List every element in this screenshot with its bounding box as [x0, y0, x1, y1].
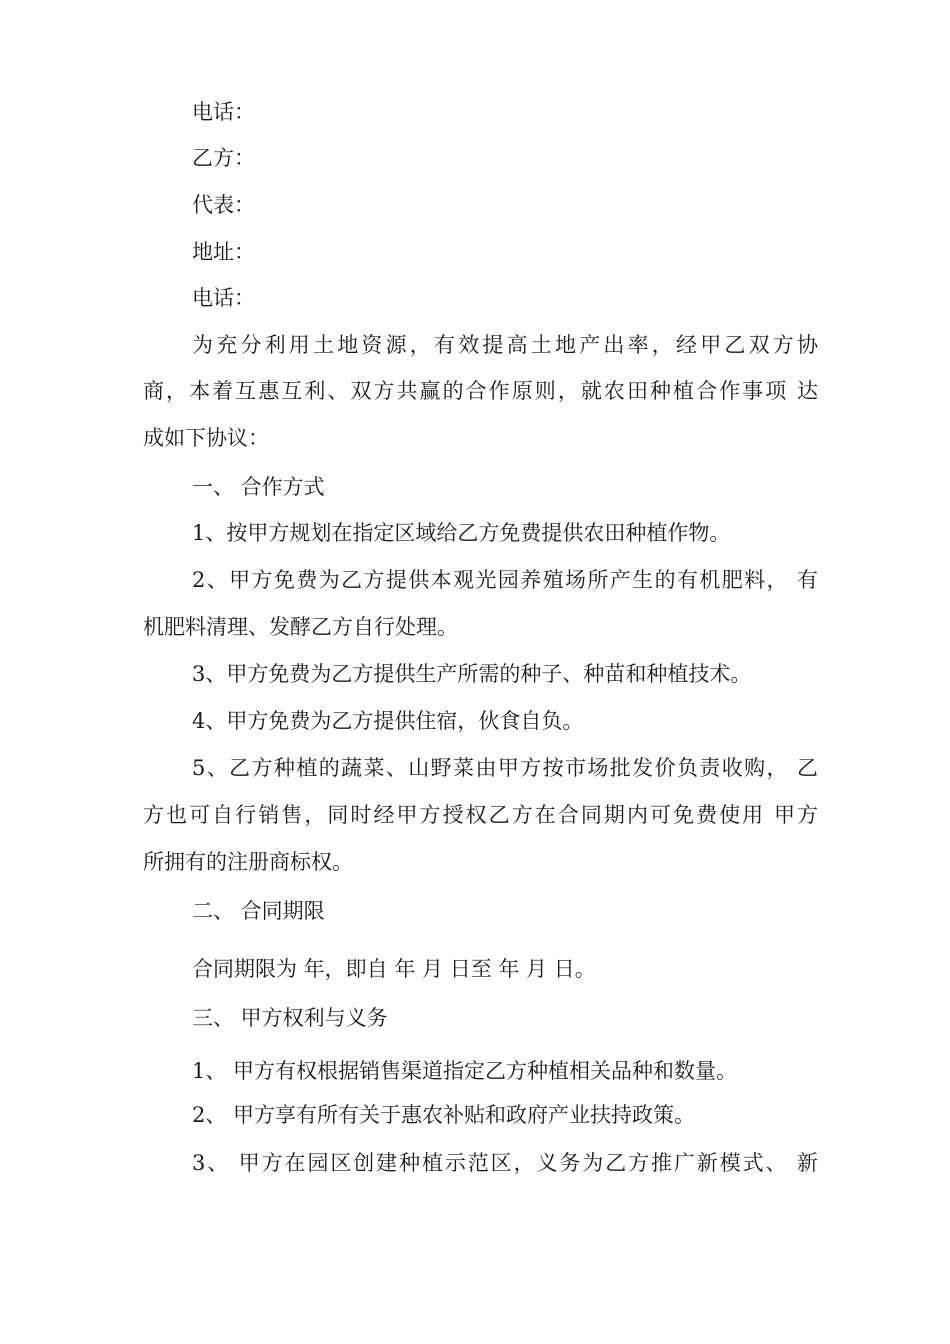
clause-3-3-line-1: 3、 甲方在园区创建种植示范区，义务为乙方推广新模式、 新 — [192, 1151, 818, 1175]
clause-3-2: 2、 甲方享有所有关于惠农补贴和政府产业扶持政策。 — [192, 1103, 696, 1127]
preamble-line-3: 成如下协议： — [143, 426, 269, 450]
clause-1-1: 1、按甲方规划在指定区域给乙方免费提供农田种植作物。 — [192, 521, 731, 545]
field-address: 地址： — [192, 240, 255, 264]
field-phone-a: 电话： — [192, 100, 255, 124]
section-heading-3: 三、 甲方权利与义务 — [192, 1006, 388, 1030]
clause-1-2-line-2: 机肥料清理、发酵乙方自行处理。 — [143, 615, 458, 639]
section-heading-2: 二、 合同期限 — [192, 899, 325, 923]
field-party-b: 乙方： — [192, 146, 255, 170]
clause-1-3: 3、甲方免费为乙方提供生产所需的种子、种苗和种植技术。 — [192, 662, 752, 686]
clause-1-5-line-2: 方也可自行销售，同时经甲方授权乙方在合同期内可免费使用 甲方 — [143, 803, 818, 827]
field-representative: 代表： — [192, 193, 255, 217]
preamble-line-2: 商，本着互惠互利、双方共赢的合作原则，就农田种植合作事项 达 — [143, 379, 818, 403]
term-clause: 合同期限为 年，即自 年 月 日至 年 月 日。 — [192, 957, 596, 981]
clause-1-5-line-3: 所拥有的注册商标权。 — [143, 850, 353, 874]
clause-1-4: 4、甲方免费为乙方提供住宿，伙食自负。 — [192, 709, 584, 733]
clause-1-5-line-1: 5、乙方种植的蔬菜、山野菜由甲方按市场批发价负责收购， 乙 — [192, 756, 818, 780]
preamble-line-1: 为充分利用土地资源，有效提高土地产出率，经甲乙双方协 — [192, 333, 818, 357]
section-heading-1: 一、 合作方式 — [192, 475, 325, 499]
field-phone-b: 电话： — [192, 286, 255, 310]
clause-3-1: 1、 甲方有权根据销售渠道指定乙方种植相关品种和数量。 — [192, 1059, 738, 1083]
clause-1-2-line-1: 2、甲方免费为乙方提供本观光园养殖场所产生的有机肥料， 有 — [192, 568, 818, 592]
